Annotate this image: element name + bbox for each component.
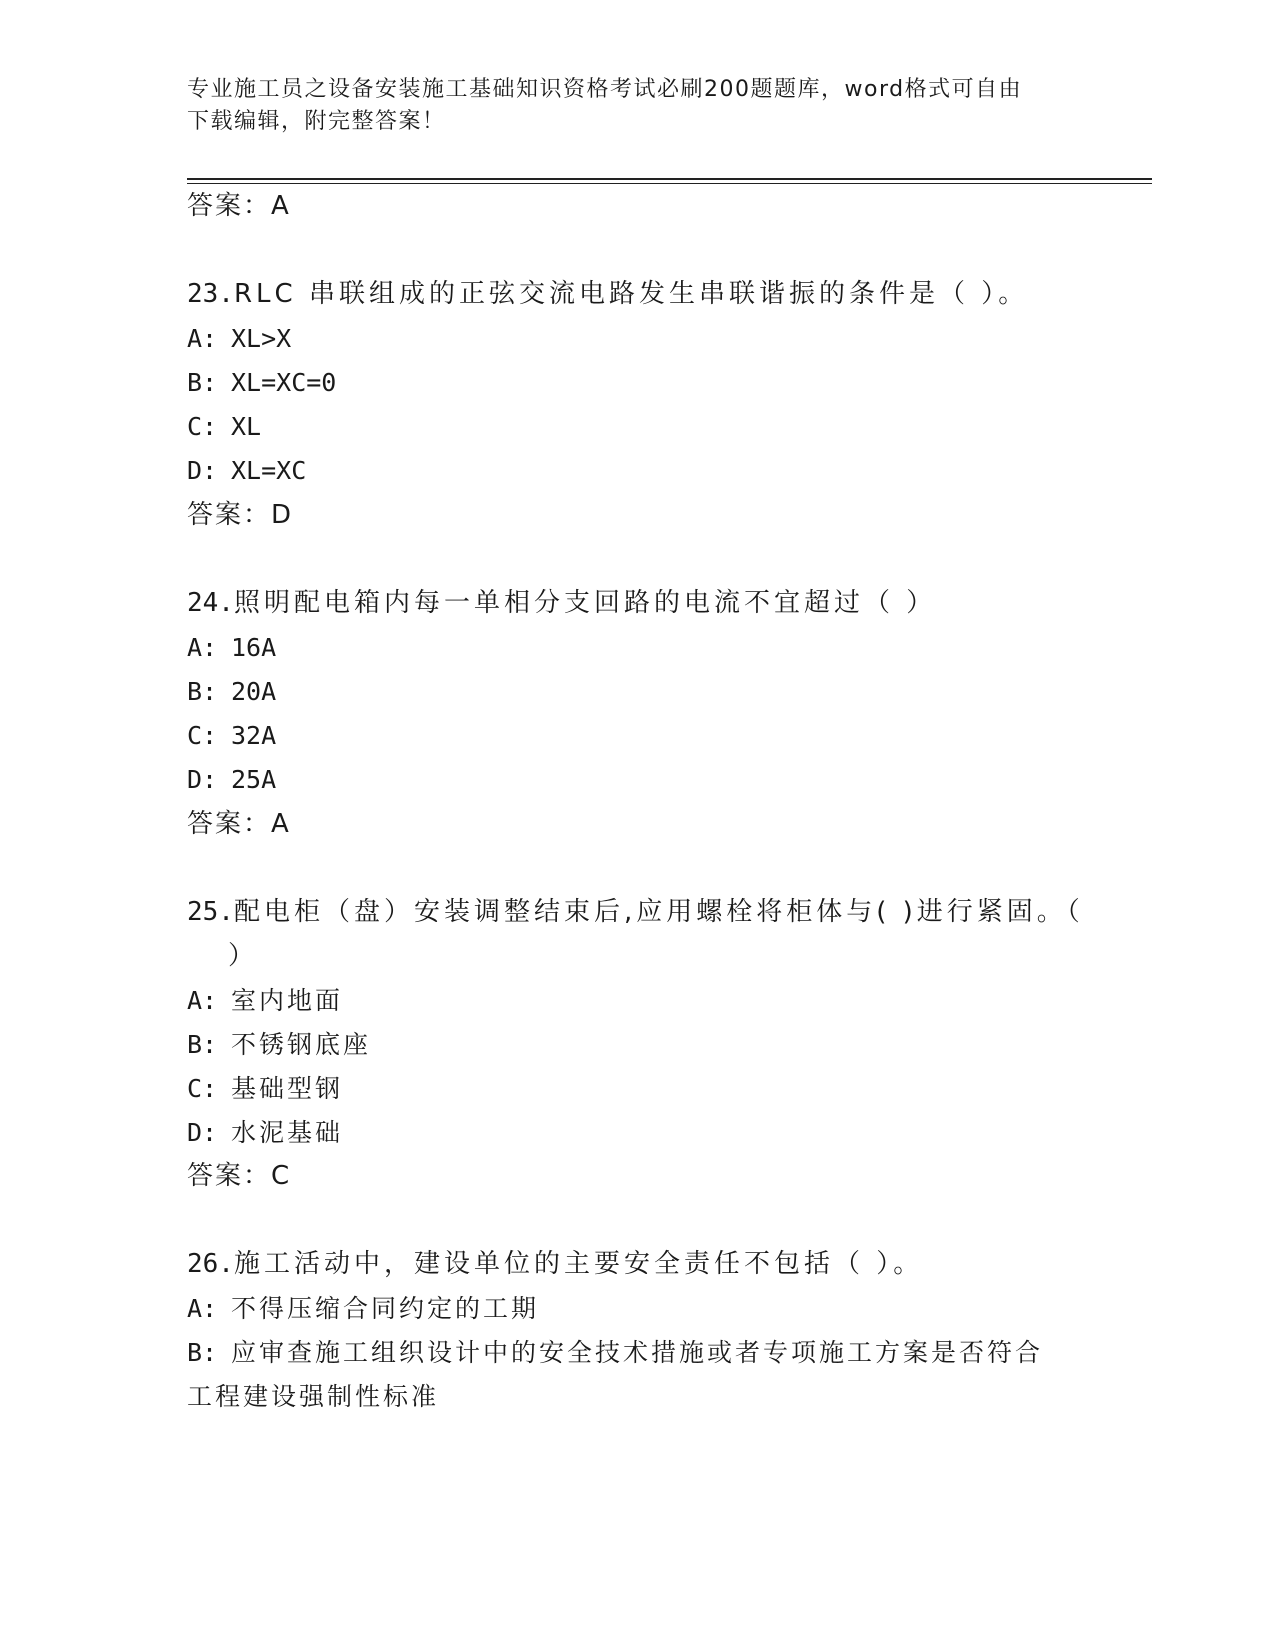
question-24-text	[187, 587, 936, 619]
question-number: 24.	[187, 588, 234, 618]
option-label: B:	[187, 1338, 218, 1367]
header-line-2: 下载编辑，附完整答案！	[187, 109, 446, 134]
question-stem: 照明配电箱内每一单相分支回路的电流不宜超过（ ）	[233, 588, 937, 618]
option-label: B:	[187, 1030, 218, 1059]
option-text: 32A	[231, 721, 277, 750]
option-text: XL=XC=0	[231, 368, 337, 397]
question-stem: RLC 串联组成的正弦交流电路发生串联谐振的条件是（ ）。	[233, 279, 1029, 309]
option-label: D:	[187, 1118, 218, 1147]
question-number: 23.	[187, 279, 234, 309]
option-text: 25A	[231, 765, 277, 794]
question-25-text	[187, 896, 1084, 928]
question-25-answer: 答案：C	[187, 1161, 292, 1191]
question-26-option-b	[187, 1337, 1043, 1369]
question-23-option-c	[187, 411, 261, 443]
option-text: 基础型钢	[231, 1074, 344, 1103]
question-24-option-d	[187, 764, 276, 796]
option-label: A:	[187, 633, 218, 662]
question-23-text	[187, 278, 1028, 310]
option-text: XL=XC	[231, 456, 307, 485]
header-divider-thick	[187, 178, 1152, 180]
question-26-text	[187, 1248, 923, 1280]
question-24-option-a	[187, 632, 276, 664]
question-25-text-continued: ）	[228, 941, 259, 971]
option-label: C:	[187, 721, 218, 750]
option-text: 20A	[231, 677, 277, 706]
question-26-option-a	[187, 1293, 539, 1325]
option-label: C:	[187, 1074, 218, 1103]
option-label: D:	[187, 456, 218, 485]
question-25-option-c	[187, 1073, 343, 1105]
question-number: 25.	[187, 897, 234, 927]
question-stem: 配电柜（盘）安装调整结束后,应用螺栓将柜体与( )进行紧固。（	[233, 897, 1084, 927]
question-23-option-a	[187, 323, 291, 355]
option-text: XL	[231, 412, 262, 441]
option-label: A:	[187, 1294, 218, 1323]
option-text: 水泥基础	[231, 1118, 344, 1147]
option-text: 不得压缩合同约定的工期	[231, 1294, 540, 1323]
question-stem: 施工活动中，建设单位的主要安全责任不包括（ ）。	[233, 1249, 924, 1279]
option-label: A:	[187, 324, 218, 353]
option-label: B:	[187, 368, 218, 397]
question-23-option-b	[187, 367, 336, 399]
question-25-option-b	[187, 1029, 371, 1061]
header-divider-thin	[187, 183, 1152, 184]
option-label: B:	[187, 677, 218, 706]
option-text: 16A	[231, 633, 277, 662]
question-23-answer: 答案：D	[187, 500, 294, 530]
question-number: 26.	[187, 1249, 234, 1279]
document-header	[187, 74, 1067, 138]
answer-previous: 答案：A	[187, 191, 291, 221]
option-label: D:	[187, 765, 218, 794]
question-23-option-d	[187, 455, 306, 487]
option-text: 室内地面	[231, 986, 344, 1015]
option-text: 应审查施工组织设计中的安全技术措施或者专项施工方案是否符合	[231, 1338, 1044, 1367]
option-label: A:	[187, 986, 218, 1015]
option-text: 不锈钢底座	[231, 1030, 372, 1059]
question-26-option-b-continued: 工程建设强制性标准	[187, 1382, 440, 1411]
question-24-answer: 答案：A	[187, 809, 291, 839]
option-text: XL>X	[231, 324, 292, 353]
question-25-option-a	[187, 985, 343, 1017]
header-line-1: 专业施工员之设备安装施工基础知识资格考试必刷200题题库，word格式可自由	[187, 77, 1023, 102]
question-24-option-c	[187, 720, 276, 752]
question-25-option-d	[187, 1117, 343, 1149]
option-label: C:	[187, 412, 218, 441]
question-24-option-b	[187, 676, 276, 708]
